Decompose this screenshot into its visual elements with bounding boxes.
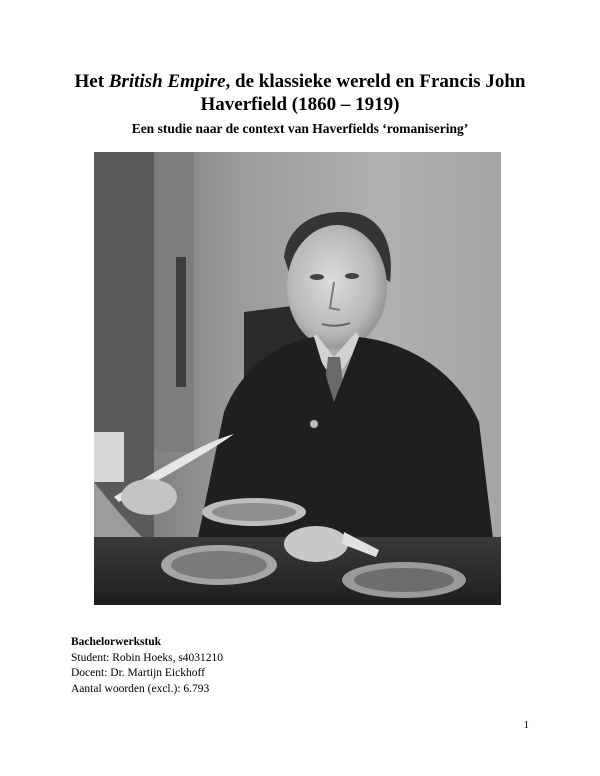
bowl-left-inside [171, 551, 267, 579]
papers [94, 432, 124, 482]
title-block [40, 70, 560, 137]
portrait-photo [94, 152, 501, 605]
title-part-1: Het [74, 71, 109, 92]
right-hand [284, 526, 348, 562]
info-heading: Bachelorwerkstuk [71, 636, 162, 648]
right-eye [345, 273, 359, 279]
info-student: Student: Robin Hoeks, s4031210 [71, 651, 224, 664]
document-title [40, 70, 560, 116]
page-number: 1 [523, 719, 529, 731]
title-line-2: Haverfield (1860 – 1919) [200, 94, 400, 115]
face [287, 225, 387, 349]
wall-panel [154, 152, 194, 452]
bowl-right-inside [354, 568, 454, 592]
bowl-inside [212, 503, 296, 521]
door-hinge [176, 257, 186, 387]
left-eye [310, 274, 324, 280]
portrait-illustration [94, 152, 501, 605]
title-part-2: , de klassieke wereld en Francis John [225, 71, 526, 92]
jacket-button [310, 420, 318, 428]
left-hand [121, 479, 177, 515]
title-italic: British Empire [108, 71, 226, 92]
info-word-count: Aantal woorden (excl.): 6.793 [71, 682, 210, 695]
document-info [71, 635, 223, 697]
info-docent: Docent: Dr. Martijn Eickhoff [71, 667, 205, 679]
document-subtitle: Een studie naar de context van Haverfields ‘romanisering’ [131, 121, 469, 136]
